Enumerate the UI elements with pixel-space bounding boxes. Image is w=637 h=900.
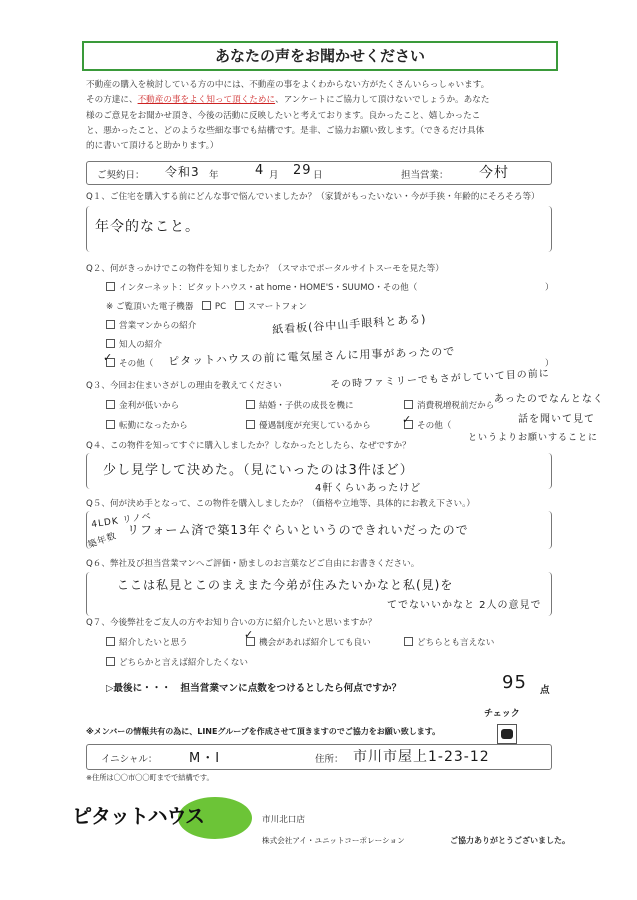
- q2-check-mark: ✓: [103, 351, 113, 364]
- q1-question: Q１、ご住宅を購入する前にどんな事で悩んでいましたか？（家賃がもったいない・今が手狭・年齢的にそろそろ等）: [86, 192, 540, 202]
- q2-device: ※ ご覧頂いた電子機器 PC スマートフォン: [106, 302, 307, 312]
- checkbox[interactable]: [202, 301, 211, 310]
- contract-row: [86, 161, 552, 185]
- q5-answer: リフォーム済で築13年ぐらいというのできれいだったので: [127, 523, 469, 537]
- q3-option-rate[interactable]: 金利が低いから: [106, 399, 179, 411]
- check-label: チェック: [484, 709, 520, 719]
- q3-answer-2: あったのでなんとなく: [494, 394, 604, 405]
- q4-answer-box[interactable]: [86, 453, 552, 494]
- initials-row: [86, 744, 552, 770]
- checkbox[interactable]: [404, 637, 413, 646]
- checkbox[interactable]: [235, 301, 244, 310]
- q5-answer-note-2: 築年数: [86, 531, 119, 551]
- staff-label: 担当営業：: [401, 170, 449, 181]
- score-unit: 点: [540, 685, 550, 696]
- q1-answer: 年令的なこと。: [95, 219, 200, 235]
- q6-answer-2: てでないいかなと 2人の意見で: [387, 600, 542, 611]
- check-box[interactable]: [497, 724, 517, 744]
- q2-question: Q２、何がきっかけでこの物件を知りましたか？（スマホでポータルサイトスーモを見た等）: [86, 264, 444, 274]
- checkbox[interactable]: [106, 400, 115, 409]
- checkbox[interactable]: [106, 637, 115, 646]
- q4-answer-2: 4軒くらいあったけど: [315, 483, 422, 494]
- q3-option-tax[interactable]: 消費税増税前だから: [404, 399, 494, 411]
- q3-answer-4: というよりお願いすることに: [468, 433, 599, 443]
- branch-name: 市川北口店: [262, 815, 305, 825]
- q6-answer: ここは私見とこのまえまた今弟が住みたいかなと私(見)を: [117, 578, 454, 592]
- q2-option-friend[interactable]: 知人の紹介: [106, 338, 162, 350]
- logo: ピタットハウス: [72, 804, 204, 828]
- intro-highlight: 不動産の事をよく知って頂くために: [137, 95, 276, 106]
- address-note: ※住所は〇〇市〇〇町までで結構です。: [86, 773, 214, 782]
- score-value[interactable]: 95: [502, 672, 527, 693]
- q4-answer: 少し見学して決めた。（見にいったのは3件ほど）: [103, 463, 414, 478]
- intro-line-1: 不動産の購入を検討している方の中には、不動産の事をよくわからない方がたくさんいらっしゃいます。: [86, 80, 490, 90]
- intro-line-5: 的に書いて頂けると助かります。）: [86, 141, 219, 152]
- q2-answer-note: 紙看板(谷中山手眼科とある): [271, 312, 427, 337]
- q3-answer-1: その時ファミリーでもさがしていて目の前に: [329, 368, 551, 391]
- q2-option-sales[interactable]: 営業マンからの紹介: [106, 319, 196, 331]
- staff-name[interactable]: 今村: [479, 165, 509, 181]
- score-prompt: ▷最後に・・・ 担当営業マンに点数をつけるとしたら何点ですか？: [106, 683, 402, 694]
- checkbox[interactable]: [106, 282, 115, 291]
- q5-answer-box[interactable]: [86, 511, 552, 549]
- checkbox[interactable]: [246, 400, 255, 409]
- thanks-message: ご協力ありがとうございました。: [450, 836, 570, 845]
- q6-question: Q６、弊社及び担当営業マンへご評価・励ましのお言葉などご自由にお書きください。: [86, 559, 420, 569]
- line-notice: ※メンバーの情報共有の為に、LINEグループを作成させて頂きますのでご協力をお願い致します。: [86, 727, 441, 736]
- q2-option-other-end: ）: [545, 359, 554, 369]
- q7-option-no[interactable]: どちらかと言えば紹介したくない: [106, 656, 248, 668]
- initials-label: イニシャル：: [101, 754, 158, 765]
- q3-question: Q３、今回お住まいさがしの理由を教えてください: [86, 381, 282, 391]
- checkbox[interactable]: [246, 420, 255, 429]
- intro-line-4: と、悪かったこと、どのような些細な事でも結構です。是非、ご協力お願い致します。（できるだけ具体: [86, 125, 485, 136]
- checkbox[interactable]: [106, 339, 115, 348]
- q3-option-transfer[interactable]: 転勤になったから: [106, 419, 188, 431]
- intro-line-2: その方達に、不動産の事をよく知って頂くために、アンケートにご協力して頂けないでしょうか。あなた: [86, 95, 490, 106]
- checkbox[interactable]: [106, 657, 115, 666]
- q7-check-mark: ✓: [244, 628, 254, 641]
- contract-day[interactable]: 29: [293, 163, 312, 178]
- year-label: 年: [209, 170, 219, 181]
- company-name: 株式会社アイ・ユニットコーポレーション: [262, 836, 405, 845]
- month-label: 月: [269, 170, 279, 181]
- q2-option-internet-end: ）: [545, 283, 554, 293]
- q1-answer-box[interactable]: [86, 206, 552, 252]
- q3-answer-3: 話を聞いて見て: [518, 414, 595, 425]
- check-stamp-icon: [501, 729, 513, 739]
- checkbox[interactable]: [404, 400, 413, 409]
- initials-value[interactable]: M・I: [189, 751, 221, 766]
- q7-option-maybe[interactable]: 機会があれば紹介しても良い: [246, 636, 371, 648]
- address-value[interactable]: 市川市屋上1-23-12: [353, 749, 490, 765]
- q2-option-internet[interactable]: インターネット：ピタットハウス・at home・HOME'S・SUUMO・その他（: [106, 281, 417, 293]
- address-label: 住所：: [315, 754, 344, 765]
- q3-option-marriage[interactable]: 結婚・子供の成長を機に: [246, 399, 354, 411]
- contract-month[interactable]: 4: [255, 163, 265, 178]
- q6-answer-box[interactable]: [86, 572, 552, 616]
- contract-era[interactable]: 令和3: [165, 165, 200, 179]
- checkbox[interactable]: [106, 420, 115, 429]
- q4-question: Q４、この物件を知ってすぐに購入しましたか？しなかったとしたら、なぜですか？: [86, 441, 411, 451]
- intro-line-3: 様のご意見をお聞かせ頂き、今後の活動に反映したいと考えております。良かったこと、嬉しかったこ: [86, 110, 481, 121]
- q7-option-want[interactable]: 紹介したいと思う: [106, 636, 188, 648]
- q7-option-neutral[interactable]: どちらとも言えない: [404, 636, 494, 648]
- page-title: あなたの声をお聞かせください: [82, 41, 558, 71]
- q5-answer-note: 4LDK リノベ: [90, 511, 153, 531]
- intro-text: [86, 78, 556, 154]
- q3-check-mark: ✓: [402, 413, 412, 426]
- checkbox[interactable]: [106, 320, 115, 329]
- day-label: 日: [313, 170, 323, 181]
- q7-question: Q７、今後弊社をご友人の方やお知り合いの方に紹介したいと思いますか？: [86, 618, 377, 628]
- contract-date-label: ご契約日：: [97, 170, 145, 181]
- q2-answer-other: ピタットハウスの前に電気屋さんに用事があったので: [167, 344, 456, 369]
- q3-option-other[interactable]: その他（: [404, 419, 451, 431]
- q3-option-benefit[interactable]: 優遇制度が充実しているから: [246, 419, 371, 431]
- q2-option-other[interactable]: その他（: [106, 357, 153, 369]
- q5-question: Q５、何が決め手となって、この物件を購入しましたか？（価格や立地等、具体的にお教え下さい。）: [86, 499, 476, 509]
